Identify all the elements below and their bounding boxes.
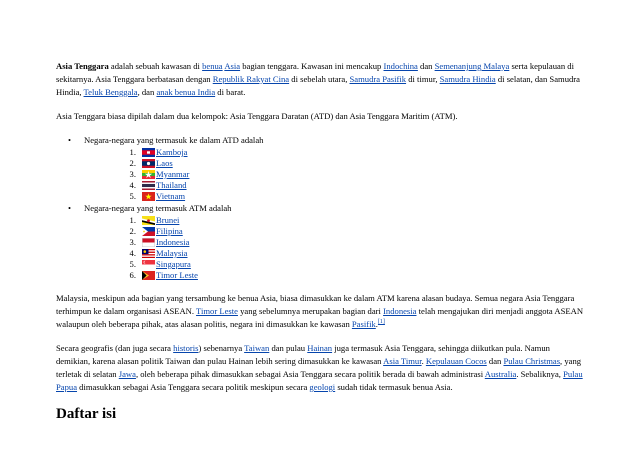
link-taiwan[interactable]: Taiwan bbox=[244, 343, 270, 353]
vietnam-flag-icon bbox=[142, 192, 155, 201]
group-atm bbox=[56, 202, 584, 281]
link-pasifik[interactable]: Pasifik bbox=[351, 319, 376, 329]
item-number: 2. bbox=[129, 226, 136, 236]
list-item bbox=[84, 215, 584, 226]
link-semenanjung-malaya[interactable]: Semenanjung Malaya bbox=[434, 61, 510, 71]
toc-heading: Daftar isi bbox=[56, 406, 117, 422]
link-historis[interactable]: historis bbox=[173, 343, 199, 353]
text-run: di sebelah utara, bbox=[289, 74, 350, 84]
country-link[interactable]: Thailand bbox=[156, 180, 187, 190]
text-run: dan pulau bbox=[269, 343, 308, 353]
link-republik-rakyat-cina[interactable]: Republik Rakyat Cina bbox=[212, 74, 290, 84]
text-run: ) sebenarnya bbox=[198, 343, 245, 353]
reference-link[interactable]: [1] bbox=[377, 319, 385, 326]
link-pulau-christmas[interactable]: Pulau Christmas bbox=[503, 356, 561, 366]
list-item bbox=[84, 270, 584, 281]
group-label: Negara-negara yang termasuk ATM adalah bbox=[84, 203, 232, 213]
group-atd bbox=[56, 134, 584, 202]
link-asia-timur[interactable]: Asia Timur bbox=[383, 356, 422, 366]
myanmar-flag-icon bbox=[142, 170, 155, 179]
text-run: sudah tidak termasuk benua Asia. bbox=[335, 382, 453, 392]
item-number: 6. bbox=[129, 270, 136, 280]
country-link[interactable]: Myanmar bbox=[156, 169, 190, 179]
list-item bbox=[84, 191, 584, 202]
brunei-flag-icon bbox=[142, 216, 155, 225]
text-run: di barat. bbox=[215, 87, 246, 97]
item-number: 1. bbox=[129, 215, 136, 225]
list-item bbox=[84, 147, 584, 158]
link-teluk-benggala[interactable]: Teluk Benggala bbox=[83, 87, 138, 97]
text-run: dan bbox=[417, 61, 435, 71]
text-run: serta kepulauan di sekitarnya. Asia Tenggara berbatasan dengan bbox=[56, 61, 574, 84]
atm-country-list bbox=[84, 215, 584, 281]
item-number: 5. bbox=[129, 259, 136, 269]
text-run: . Sebaliknya, bbox=[516, 369, 564, 379]
singapore-flag-icon bbox=[142, 260, 155, 269]
text-run: juga termasuk Asia Tenggara, sehingga diikutkan pula. Namun demikian, karena alasan politik Taiwan dan pulau Hainan lebih sering dimasukkan ke kawasan bbox=[56, 343, 550, 366]
text-run: di timur, bbox=[406, 74, 440, 84]
country-link[interactable]: Indonesia bbox=[156, 237, 190, 247]
list-item bbox=[84, 248, 584, 259]
thailand-flag-icon bbox=[142, 181, 155, 190]
text-run: . bbox=[375, 319, 378, 329]
article-body bbox=[56, 60, 584, 423]
intro-paragraph bbox=[56, 60, 584, 99]
region-groups-list bbox=[56, 134, 584, 281]
link-pulau-papua[interactable]: Pulau Papua bbox=[56, 369, 583, 392]
country-link[interactable]: Laos bbox=[156, 158, 173, 168]
country-link[interactable]: Vietnam bbox=[156, 191, 186, 201]
text-run: dan bbox=[486, 356, 504, 366]
text-run: , dan bbox=[137, 87, 157, 97]
list-item bbox=[84, 259, 584, 270]
text-run: dimasukkan sebagai Asia Tenggara secara politik meskipun secara bbox=[77, 382, 310, 392]
list-item bbox=[84, 237, 584, 248]
malaysia-paragraph bbox=[56, 292, 584, 331]
list-item bbox=[84, 226, 584, 237]
link-australia[interactable]: Australia bbox=[484, 369, 517, 379]
item-number: 3. bbox=[129, 169, 136, 179]
group-label: Negara-negara yang termasuk ke dalam ATD adalah bbox=[84, 135, 264, 145]
link-geologi[interactable]: geologi bbox=[309, 382, 336, 392]
country-link[interactable]: Malaysia bbox=[156, 248, 188, 258]
item-number: 4. bbox=[129, 248, 136, 258]
text-run: di selatan, dan Samudra Hindia, bbox=[56, 74, 580, 97]
link-jawa[interactable]: Jawa bbox=[118, 369, 136, 379]
philippines-flag-icon bbox=[142, 227, 155, 236]
list-item bbox=[84, 180, 584, 191]
link-samudra-hindia[interactable]: Samudra Hindia bbox=[439, 74, 496, 84]
text-run: bagian tenggara. Kawasan ini mencakup bbox=[240, 61, 384, 71]
text-run: telah mengajukan diri menjadi anggota ASEAN walaupun oleh beberapa pihak, atas alasan politis, negara ini dimasukkan ke kawasan bbox=[56, 306, 584, 329]
link-timor-leste[interactable]: Timor Leste bbox=[196, 306, 238, 316]
list-item bbox=[84, 158, 584, 169]
article-term: Asia Tenggara bbox=[56, 61, 109, 71]
division-paragraph: Asia Tenggara biasa dipilah dalam dua kelompok: Asia Tenggara Daratan (ATD) dan Asia Tenggara Maritim (ATM). bbox=[56, 111, 458, 121]
text-run: yang sebelumnya merupakan bagian dari bbox=[237, 306, 384, 316]
link-benua[interactable]: benua bbox=[202, 61, 223, 71]
timor-leste-flag-icon bbox=[142, 271, 155, 280]
link-anak-benua-india[interactable]: anak benua India bbox=[156, 87, 216, 97]
link-kepulauan-cocos[interactable]: Kepulauan Cocos bbox=[425, 356, 487, 366]
link-hainan[interactable]: Hainan bbox=[307, 343, 333, 353]
indonesia-flag-icon bbox=[142, 238, 155, 247]
link-samudra-pasifik[interactable]: Samudra Pasifik bbox=[349, 74, 407, 84]
country-link[interactable]: Brunei bbox=[156, 215, 180, 225]
malaysia-flag-icon bbox=[142, 249, 155, 258]
text-run: Secara geografis (dan juga secara bbox=[56, 343, 174, 353]
item-number: 2. bbox=[129, 158, 136, 168]
item-number: 1. bbox=[129, 147, 136, 157]
geography-paragraph bbox=[56, 342, 584, 394]
item-number: 5. bbox=[129, 191, 136, 201]
text-run: Malaysia, meskipun ada bagian yang tersambung ke benua Asia, biasa dimasukkan ke dalam ATM karena alasan budaya. Semua negara Asia Tenggara terhimpun ke dalam organisasi ASEAN. bbox=[56, 293, 575, 316]
link-indonesia[interactable]: Indonesia bbox=[383, 306, 417, 316]
country-link[interactable]: Filipina bbox=[156, 226, 183, 236]
text-run: . bbox=[421, 356, 426, 366]
country-link[interactable]: Singapura bbox=[156, 259, 191, 269]
country-link[interactable]: Timor Leste bbox=[156, 270, 198, 280]
text-run: adalah sebuah kawasan di bbox=[108, 61, 203, 71]
country-link[interactable]: Kamboja bbox=[156, 147, 188, 157]
text-run: , oleh beberapa pihak dimasukkan sebagai Asia Tenggara secara politik berada di bawah administrasi bbox=[135, 369, 485, 379]
atd-country-list bbox=[84, 147, 584, 202]
item-number: 4. bbox=[129, 180, 136, 190]
link-indochina[interactable]: Indochina bbox=[383, 61, 418, 71]
list-item bbox=[84, 169, 584, 180]
laos-flag-icon bbox=[142, 159, 155, 168]
item-number: 3. bbox=[129, 237, 136, 247]
cambodia-flag-icon bbox=[142, 148, 155, 157]
text-run: , yang terletak di selatan bbox=[56, 356, 582, 379]
link-asia[interactable]: Asia bbox=[224, 61, 241, 71]
